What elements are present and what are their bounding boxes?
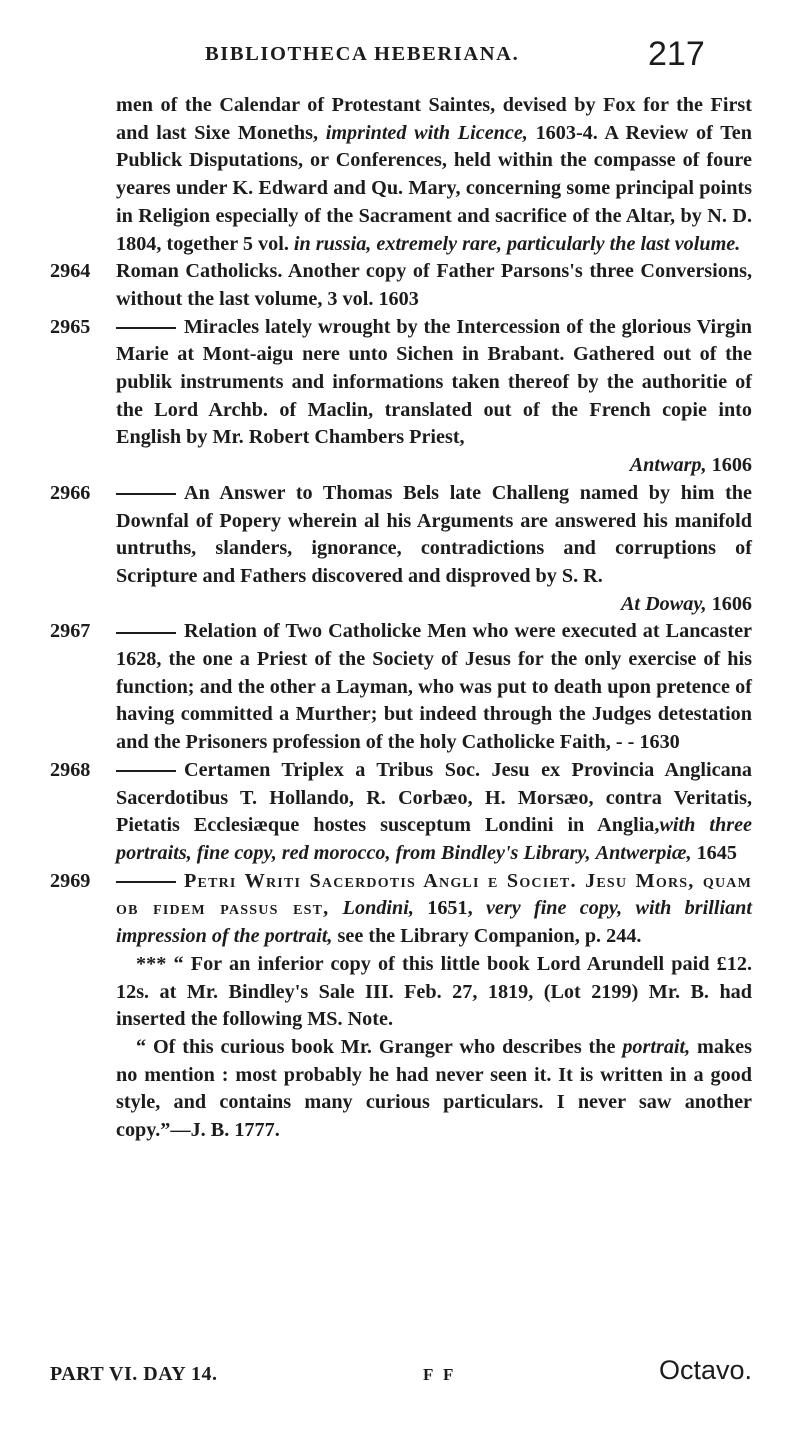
entry-italic: with three portraits, fine copy, red morocco, from Bindley's Library, <box>116 814 752 864</box>
ditto-dash <box>116 881 176 883</box>
running-title: BIBLIOTHECA HEBERIANA. <box>205 43 520 65</box>
catalogue-entry <box>50 757 752 868</box>
entry-text: Certamen Triplex a Tribus Soc. Jesu ex Provincia Anglicana Sacerdotibus T. Hollando, R. Corbæo, H. Morsæo, contra Veritatis, Pietatis Ecclesiæque hostes susceptum Londini in Anglia, <box>116 758 752 837</box>
page-number: 217 <box>648 35 705 73</box>
lot-number: 2967 <box>50 620 91 643</box>
catalogue-entry <box>50 258 752 313</box>
note-quote <box>50 1034 752 1145</box>
lot-number: 2965 <box>50 315 91 338</box>
continuation-text-2: 1603-4. A Review of Ten Publick Disputations, or Conferences, held within the compasse of foure yeares under K. Edward and Qu. Mary, concerning some principal points in Religion especially of the Sacrament and sacrifice of the Altar, by N. D. 1804, together 5 vol. <box>116 121 752 255</box>
ditto-dash <box>116 327 176 329</box>
format-label: Octavo. <box>658 1355 752 1385</box>
catalogue-text <box>50 92 752 1145</box>
catalogue-entry <box>50 868 752 951</box>
sheet-mark: F F <box>423 1365 457 1384</box>
entry-text: Roman Catholicks. Another copy of Father Parsons's three Conversions, without the last volume, 3 vol. 1603 <box>116 260 752 310</box>
imprint-year: 1606 <box>711 592 752 615</box>
note-text: “ Of this curious book Mr. Granger who describes the <box>136 1035 616 1058</box>
catalogue-entry <box>50 314 752 480</box>
page-footer <box>50 1355 752 1395</box>
entry-title-smallcaps: Petri Writi Sacerdotis Angli e Societ. Jesu Mors, quam ob fidem passus est, <box>116 869 752 920</box>
imprint-place: At Doway, <box>620 592 707 615</box>
signature-line: PART VI. DAY 14. <box>50 1363 218 1385</box>
page-header <box>0 35 800 75</box>
ditto-dash <box>116 493 176 495</box>
ditto-dash <box>116 770 176 772</box>
continuation-italic: imprinted with Licence, <box>325 121 528 144</box>
imprint-place: Antwarp, <box>629 454 707 477</box>
continuation-italic-2: in russia, extremely rare, particularly the last volume. <box>293 232 741 255</box>
continuation-text: men of the Calendar of Protestant Saintes, devised by Fox for the First and last Sixe Moneths, <box>116 94 752 144</box>
note-text-2: makes no mention : most probably he had never seen it. It is written in a good style, and contains many curious particulars. I never saw another copy.”—J. B. 1777. <box>116 1035 753 1142</box>
imprint-year: 1606 <box>711 454 752 477</box>
imprint-place: Londini, <box>342 897 414 920</box>
note-italic: portrait, <box>622 1035 691 1058</box>
imprint-place: Antwerpiæ, <box>595 841 692 864</box>
imprint-year: 1651, <box>427 897 473 920</box>
entry-text: Relation of Two Catholicke Men who were executed at Lancaster 1628, the one a Priest of the Society of Jesus for the only exercise of his function; and the other a Layman, who was put to death upon pretence of having committed a Murther; but indeed through the Judges detestation and the Prisoners profession of the holy Catholicke Faith, - - 1630 <box>116 620 752 754</box>
lot-number: 2966 <box>50 481 91 504</box>
note-paragraph: *** “ For an inferior copy of this little book Lord Arundell paid £12. 12s. at Mr. Bindley's Sale III. Feb. 27, 1819, (Lot 2199) Mr. B. had inserted the following MS. Note. <box>116 952 752 1031</box>
entry-text: Miracles lately wrought by the Intercession of the glorious Virgin Marie at Mont-aigu nere unto Sichen in Brabant. Gathered out of the publik instruments and informations taken thereof by the authoritie of the Lord Archb. of Maclin, translated out of the French copie into English by Mr. Robert Chambers Priest, <box>116 315 752 449</box>
entry-text: see the Library Companion, p. 244. <box>337 925 642 948</box>
lot-number: 2968 <box>50 758 91 781</box>
continuation-entry <box>50 92 752 258</box>
ditto-dash <box>116 632 176 634</box>
lot-number: 2969 <box>50 869 91 892</box>
entry-italic-note: very fine copy, with brilliant impression of the portrait, <box>116 897 752 948</box>
entry-text: An Answer to Thomas Bels late Challeng named by him the Downfal of Popery wherein al his Arguments are answered his manifold untruths, slanders, ignorance, contradictions and corruptions of Scripture and Fathers discovered and disproved by S. R. <box>116 481 752 587</box>
imprint-year: 1645 <box>696 841 737 864</box>
imprint <box>116 452 752 480</box>
imprint <box>116 591 752 619</box>
catalogue-entry <box>50 480 752 619</box>
catalogue-entry <box>50 618 752 757</box>
lot-number: 2964 <box>50 260 91 283</box>
